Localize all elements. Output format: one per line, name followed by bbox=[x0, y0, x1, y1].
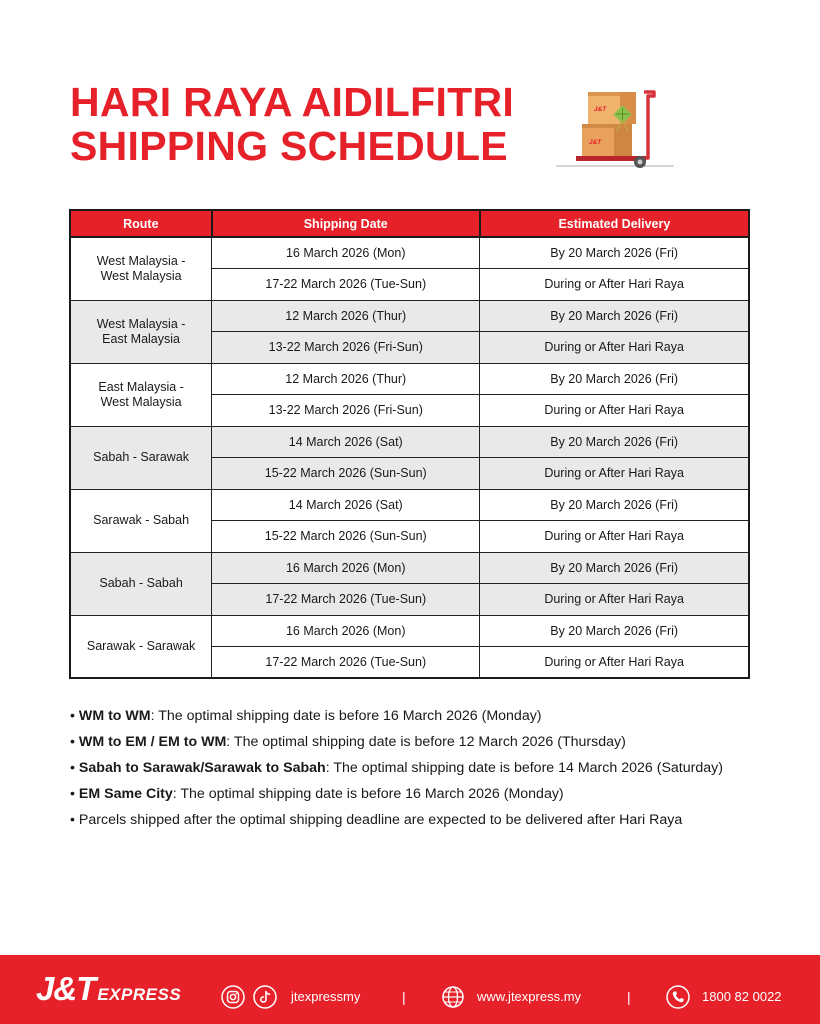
delivery-cell: By 20 March 2026 (Fri) bbox=[480, 552, 749, 584]
instagram-icon[interactable] bbox=[221, 985, 245, 1009]
delivery-cell: By 20 March 2026 (Fri) bbox=[480, 300, 749, 332]
delivery-cell: During or After Hari Raya bbox=[480, 395, 749, 427]
table-header-row bbox=[70, 210, 749, 237]
note-term: WM to EM / EM to WM bbox=[78, 734, 227, 750]
delivery-cell: During or After Hari Raya bbox=[480, 332, 749, 364]
delivery-cell: By 20 March 2026 (Fri) bbox=[480, 426, 749, 458]
route-cell bbox=[70, 237, 212, 300]
shipping-date-cell: 16 March 2026 (Mon) bbox=[212, 615, 480, 647]
note-text: : The optimal shipping date is before 16 March 2026 (Monday) bbox=[150, 708, 542, 724]
note-term: EM Same City bbox=[78, 786, 173, 802]
route-cell bbox=[70, 363, 212, 426]
logo-sub: EXPRESS bbox=[97, 985, 182, 1004]
shipping-date-cell: 16 March 2026 (Mon) bbox=[212, 552, 480, 584]
shipping-date-cell: 16 March 2026 (Mon) bbox=[212, 237, 480, 269]
shipping-date-cell: 17-22 March 2026 (Tue-Sun) bbox=[212, 269, 480, 301]
separator: | bbox=[627, 989, 631, 1005]
route-line: West Malaysia - bbox=[96, 316, 186, 331]
route-line: West Malaysia bbox=[100, 394, 182, 409]
delivery-cell: By 20 March 2026 (Fri) bbox=[480, 615, 749, 647]
route-cell bbox=[70, 300, 212, 363]
table-row bbox=[70, 489, 749, 521]
shipping-schedule-table bbox=[69, 209, 750, 679]
globe-icon bbox=[441, 985, 465, 1009]
phone-number[interactable]: 1800 82 0022 bbox=[702, 989, 782, 1004]
note-text: Parcels shipped after the optimal shipping deadline are expected to be delivered after Hari Raya bbox=[78, 812, 683, 828]
website-link[interactable]: www.jtexpress.my bbox=[477, 989, 582, 1004]
table-row bbox=[70, 363, 749, 395]
list-item: • WM to EM / EM to WM: The optimal shipping date is before 12 March 2026 (Thursday) bbox=[70, 734, 626, 750]
title-line-1: HARI RAYA AIDILFITRI bbox=[70, 79, 515, 125]
shipping-date-cell: 17-22 March 2026 (Tue-Sun) bbox=[212, 647, 480, 679]
list-item: • EM Same City: The optimal shipping date is before 16 March 2026 (Monday) bbox=[70, 786, 564, 802]
parcel-trolley-icon bbox=[556, 86, 678, 170]
svg-text:J&T: J&T bbox=[594, 106, 607, 113]
shipping-date-cell: 17-22 March 2026 (Tue-Sun) bbox=[212, 584, 480, 616]
page-title bbox=[70, 80, 570, 168]
shipping-date-cell: 13-22 March 2026 (Fri-Sun) bbox=[212, 332, 480, 364]
route-cell: Sarawak - Sarawak bbox=[70, 615, 212, 678]
note-term: WM to WM bbox=[78, 708, 151, 724]
table-row bbox=[70, 300, 749, 332]
delivery-cell: By 20 March 2026 (Fri) bbox=[480, 363, 749, 395]
route-cell: Sabah - Sarawak bbox=[70, 426, 212, 489]
delivery-cell: By 20 March 2026 (Fri) bbox=[480, 489, 749, 521]
logo-main: J&T bbox=[36, 970, 96, 1007]
list-item: • WM to WM: The optimal shipping date is before 16 March 2026 (Monday) bbox=[70, 708, 542, 724]
list-item: • Parcels shipped after the optimal shipping deadline are expected to be delivered after Hari Raya bbox=[70, 812, 683, 828]
shipping-date-cell: 12 March 2026 (Thur) bbox=[212, 363, 480, 395]
shipping-date-cell: 14 March 2026 (Sat) bbox=[212, 489, 480, 521]
shipping-date-cell: 15-22 March 2026 (Sun-Sun) bbox=[212, 458, 480, 490]
delivery-cell: During or After Hari Raya bbox=[480, 458, 749, 490]
header-estimated-delivery: Estimated Delivery bbox=[480, 210, 749, 237]
svg-text:J&T: J&T bbox=[589, 139, 602, 146]
phone-icon bbox=[666, 985, 690, 1009]
shipping-date-cell: 13-22 March 2026 (Fri-Sun) bbox=[212, 395, 480, 427]
note-text: : The optimal shipping date is before 16 March 2026 (Monday) bbox=[172, 786, 564, 802]
route-line: West Malaysia - bbox=[96, 253, 186, 268]
route-cell: Sarawak - Sabah bbox=[70, 489, 212, 552]
footer-bar bbox=[0, 955, 820, 1024]
tiktok-icon[interactable] bbox=[253, 985, 277, 1009]
delivery-cell: During or After Hari Raya bbox=[480, 269, 749, 301]
route-line: East Malaysia bbox=[102, 331, 180, 346]
route-line: West Malaysia bbox=[100, 268, 182, 283]
delivery-cell: During or After Hari Raya bbox=[480, 521, 749, 553]
social-handle-link[interactable]: jtexpressmy bbox=[291, 989, 361, 1004]
table-row bbox=[70, 237, 749, 269]
note-text: : The optimal shipping date is before 14 March 2026 (Saturday) bbox=[325, 760, 723, 776]
route-cell: Sabah - Sabah bbox=[70, 552, 212, 615]
route-line: East Malaysia - bbox=[98, 379, 184, 394]
list-item: • Sabah to Sarawak/Sarawak to Sabah: The optimal shipping date is before 14 March 2026 (Saturday) bbox=[70, 760, 723, 776]
header-route: Route bbox=[70, 210, 212, 237]
delivery-cell: By 20 March 2026 (Fri) bbox=[480, 237, 749, 269]
table-row bbox=[70, 426, 749, 458]
notes-list bbox=[70, 703, 790, 833]
shipping-date-cell: 15-22 March 2026 (Sun-Sun) bbox=[212, 521, 480, 553]
note-text: : The optimal shipping date is before 12 March 2026 (Thursday) bbox=[226, 734, 626, 750]
title-line-2: SHIPPING SCHEDULE bbox=[70, 123, 508, 169]
note-term: Sabah to Sarawak/Sarawak to Sabah bbox=[78, 760, 326, 776]
separator: | bbox=[402, 989, 406, 1005]
jnt-express-logo bbox=[36, 972, 181, 1006]
delivery-cell: During or After Hari Raya bbox=[480, 647, 749, 679]
delivery-cell: During or After Hari Raya bbox=[480, 584, 749, 616]
table-row bbox=[70, 615, 749, 647]
shipping-date-cell: 12 March 2026 (Thur) bbox=[212, 300, 480, 332]
header-shipping-date: Shipping Date bbox=[212, 210, 480, 237]
table-row bbox=[70, 552, 749, 584]
shipping-date-cell: 14 March 2026 (Sat) bbox=[212, 426, 480, 458]
